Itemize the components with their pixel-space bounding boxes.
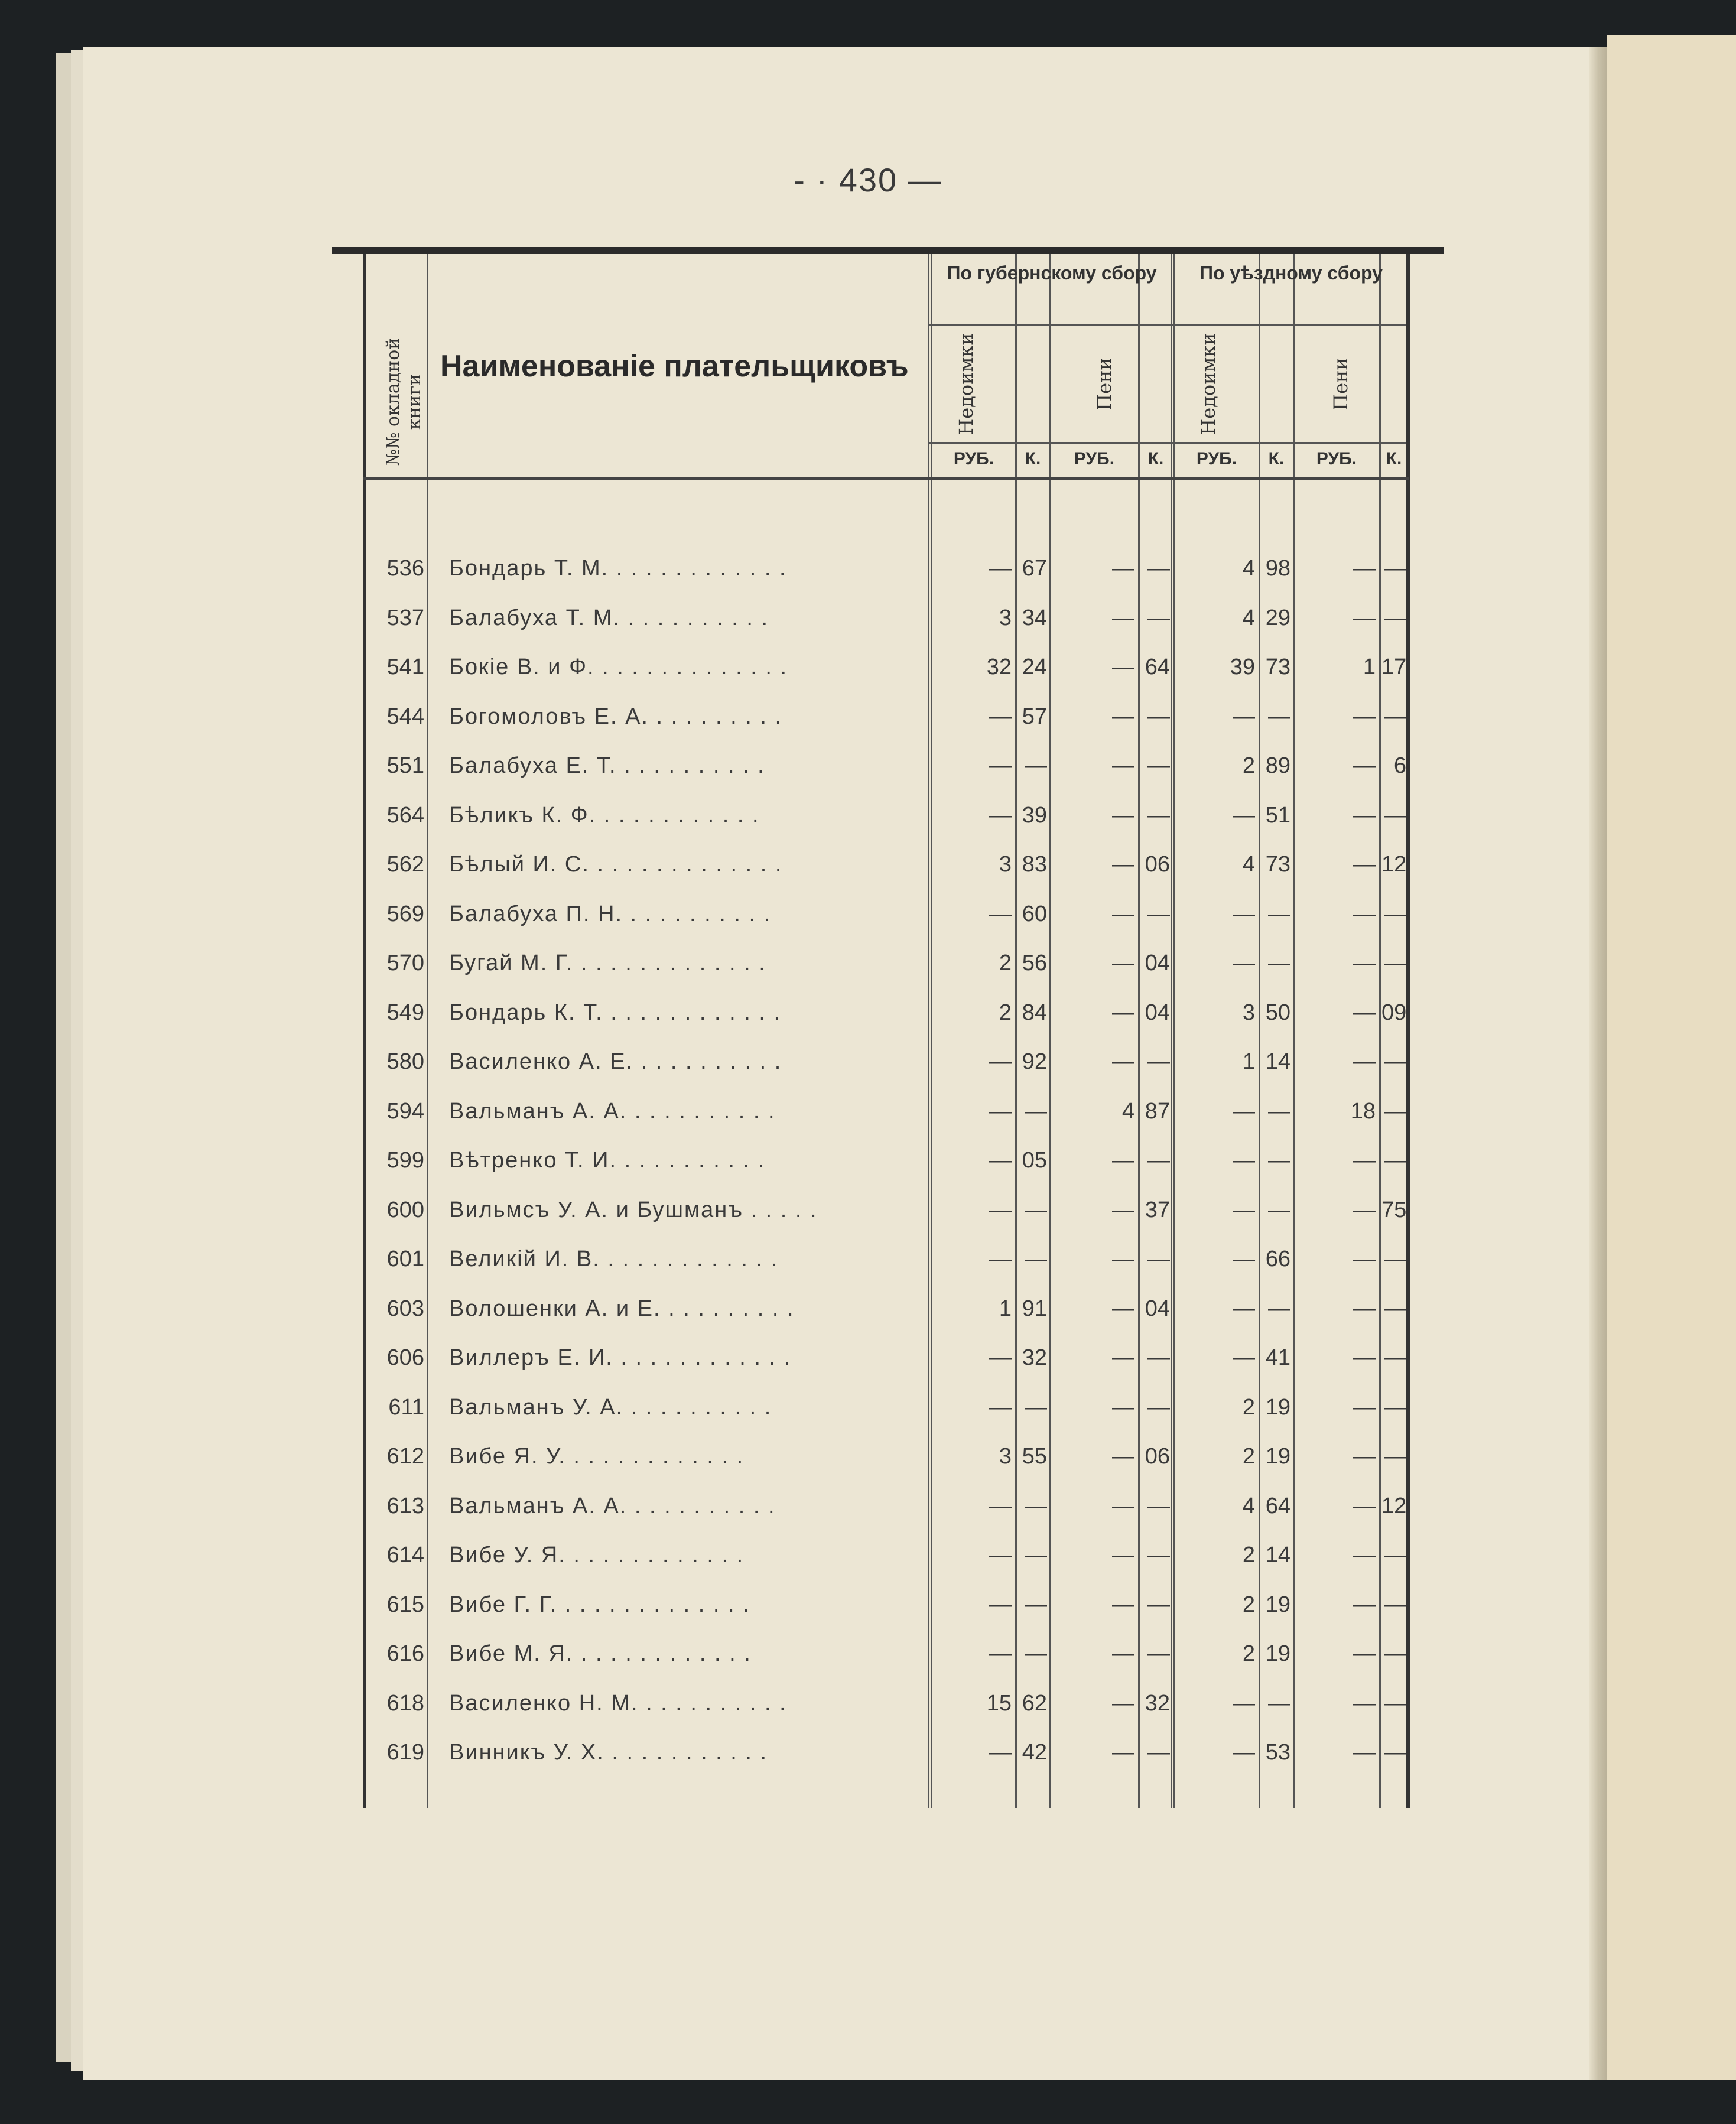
- amount-cell: —: [1353, 1444, 1376, 1469]
- book-number: 564: [386, 802, 424, 828]
- amount-cell: —: [1353, 1493, 1376, 1518]
- amount-cell: —: [1268, 901, 1290, 926]
- amount-cell: —: [989, 556, 1012, 581]
- amount-cell: 19: [1265, 1444, 1290, 1469]
- amount-cell: —: [1353, 1197, 1376, 1222]
- header-unit-rub-4: РУБ.: [1316, 449, 1357, 469]
- amount-cell: —: [1268, 704, 1290, 729]
- amount-cell: —: [1025, 1493, 1047, 1518]
- book-number: 551: [386, 753, 424, 778]
- amount-cell: —: [1384, 1740, 1406, 1765]
- amount-cell: —: [1147, 1394, 1170, 1420]
- book-gutter: [1589, 47, 1607, 2080]
- amount-cell: 19: [1265, 1394, 1290, 1420]
- payer-name: Бондарь К. Т. . . . . . . . . . . . .: [449, 1000, 782, 1025]
- amount-cell: 2: [1242, 1592, 1255, 1617]
- table-row: [0, 889, 1442, 939]
- amount-cell: 64: [1265, 1493, 1290, 1518]
- amount-cell: —: [1147, 1592, 1170, 1617]
- amount-cell: —: [1147, 605, 1170, 630]
- amount-cell: 32: [1145, 1690, 1170, 1716]
- book-number: 570: [386, 951, 424, 975]
- payer-name: Василенко А. Е. . . . . . . . . . .: [449, 1049, 782, 1074]
- amount-cell: 56: [1022, 951, 1047, 975]
- amount-cell: —: [1147, 1493, 1170, 1518]
- amount-cell: —: [1384, 1444, 1406, 1469]
- amount-cell: —: [1233, 1098, 1255, 1124]
- header-bottom-line: [363, 477, 1409, 480]
- amount-cell: —: [989, 1543, 1012, 1567]
- table-row: [0, 1432, 1442, 1481]
- book-number: 562: [386, 852, 424, 877]
- amount-cell: 1: [999, 1296, 1012, 1321]
- amount-cell: 17: [1381, 655, 1407, 679]
- amount-cell: —: [1112, 1148, 1134, 1173]
- amount-cell: —: [1233, 901, 1255, 926]
- amount-cell: —: [1112, 605, 1134, 630]
- amount-cell: —: [1112, 704, 1134, 729]
- payer-name: Вѣтренко Т. И. . . . . . . . . . .: [449, 1148, 766, 1173]
- payer-name: Вальманъ А. А. . . . . . . . . . .: [449, 1098, 776, 1124]
- amount-cell: 32: [1022, 1345, 1047, 1370]
- table-row: [0, 1185, 1442, 1235]
- amount-cell: 2: [999, 1000, 1012, 1025]
- amount-cell: —: [1268, 1197, 1290, 1222]
- amount-cell: —: [1112, 1296, 1134, 1321]
- amount-cell: —: [1147, 1345, 1170, 1370]
- amount-cell: —: [1353, 901, 1376, 926]
- table-row: [0, 938, 1442, 988]
- amount-cell: 87: [1145, 1098, 1170, 1124]
- header-gub-nedoimki: Недоимки: [955, 333, 977, 435]
- book-number: 569: [386, 901, 424, 926]
- payer-name: Вибе М. Я. . . . . . . . . . . . .: [449, 1641, 752, 1666]
- header-unit-rub-2: РУБ.: [1074, 449, 1115, 469]
- book-number: 618: [386, 1690, 424, 1716]
- amount-cell: 3: [999, 1444, 1012, 1469]
- table-row: [0, 1037, 1442, 1087]
- amount-cell: 55: [1022, 1444, 1047, 1469]
- amount-cell: —: [1353, 753, 1376, 778]
- book-number: 580: [386, 1049, 424, 1074]
- payer-name: Винникъ У. Х. . . . . . . . . . . .: [449, 1740, 768, 1765]
- amount-cell: 05: [1022, 1148, 1047, 1173]
- amount-cell: —: [1147, 802, 1170, 828]
- payer-name: Балабуха Т. М. . . . . . . . . . .: [449, 605, 769, 630]
- table-row: [0, 1383, 1442, 1432]
- payer-name: Вальманъ А. А. . . . . . . . . . .: [449, 1493, 776, 1518]
- header-unit-k-3: К.: [1268, 449, 1285, 469]
- amount-cell: —: [1384, 1690, 1406, 1716]
- book-number: 606: [386, 1345, 424, 1370]
- amount-cell: —: [1353, 1345, 1376, 1370]
- table-row: [0, 1333, 1442, 1383]
- amount-cell: 84: [1022, 1000, 1047, 1025]
- amount-cell: —: [1112, 852, 1134, 877]
- table-top-rule: [332, 247, 1444, 254]
- amount-cell: —: [1112, 1394, 1134, 1420]
- table-row: [0, 1728, 1442, 1777]
- payer-name: Бокіе В. и Ф. . . . . . . . . . . . . .: [449, 655, 788, 679]
- book-number: 549: [386, 1000, 424, 1025]
- header-unit-rub-1: РУБ.: [953, 449, 994, 469]
- amount-cell: —: [1384, 951, 1406, 975]
- amount-cell: —: [1147, 1641, 1170, 1666]
- amount-cell: —: [1268, 1098, 1290, 1124]
- amount-cell: —: [1112, 1641, 1134, 1666]
- amount-cell: —: [1112, 1444, 1134, 1469]
- header-unit-k-4: К.: [1386, 449, 1402, 469]
- amount-cell: —: [1112, 1543, 1134, 1567]
- table-row: [0, 642, 1442, 692]
- amount-cell: —: [1147, 901, 1170, 926]
- amount-cell: 06: [1145, 852, 1170, 877]
- amount-cell: —: [1025, 753, 1047, 778]
- payer-name: Виллеръ Е. И. . . . . . . . . . . . .: [449, 1345, 792, 1370]
- book-number: 619: [386, 1740, 424, 1765]
- amount-cell: 24: [1022, 655, 1047, 679]
- amount-cell: —: [989, 1148, 1012, 1173]
- amount-cell: —: [1384, 605, 1406, 630]
- amount-cell: 2: [1242, 753, 1255, 778]
- amount-cell: 2: [1242, 1394, 1255, 1420]
- amount-cell: 14: [1265, 1049, 1290, 1074]
- amount-cell: —: [1268, 1296, 1290, 1321]
- book-number: 616: [386, 1641, 424, 1666]
- amount-cell: 98: [1265, 556, 1290, 581]
- payer-name: Бѣликъ К. Ф. . . . . . . . . . . .: [449, 802, 760, 828]
- amount-cell: —: [1112, 753, 1134, 778]
- amount-cell: —: [1353, 704, 1376, 729]
- amount-cell: —: [1025, 1247, 1047, 1271]
- amount-cell: —: [1353, 1049, 1376, 1074]
- amount-cell: 75: [1381, 1197, 1407, 1222]
- amount-cell: 14: [1265, 1543, 1290, 1567]
- amount-cell: —: [1384, 1394, 1406, 1420]
- amount-cell: —: [1112, 1345, 1134, 1370]
- table-row: [0, 544, 1442, 593]
- amount-cell: 4: [1242, 556, 1255, 581]
- book-number: 611: [388, 1394, 424, 1420]
- table-row: [0, 1629, 1442, 1679]
- amount-cell: —: [1233, 1345, 1255, 1370]
- amount-cell: —: [1112, 951, 1134, 975]
- amount-cell: —: [1353, 852, 1376, 877]
- book-number: 612: [386, 1444, 424, 1469]
- amount-cell: 4: [1242, 852, 1255, 877]
- amount-cell: —: [989, 1345, 1012, 1370]
- table-row: [0, 988, 1442, 1037]
- amount-cell: 51: [1265, 802, 1290, 828]
- payer-name: Богомоловъ Е. А. . . . . . . . . .: [449, 704, 783, 729]
- amount-cell: 64: [1145, 655, 1170, 679]
- amount-cell: —: [1112, 1690, 1134, 1716]
- table-row: [0, 1580, 1442, 1629]
- amount-cell: 3: [999, 605, 1012, 630]
- amount-cell: —: [1353, 1641, 1376, 1666]
- amount-cell: —: [1233, 802, 1255, 828]
- amount-cell: 04: [1145, 1296, 1170, 1321]
- amount-cell: —: [989, 802, 1012, 828]
- amount-cell: 2: [999, 951, 1012, 975]
- amount-cell: —: [1147, 753, 1170, 778]
- book-number: 600: [386, 1197, 424, 1222]
- amount-cell: 1: [1242, 1049, 1255, 1074]
- amount-cell: —: [1112, 1740, 1134, 1765]
- amount-cell: —: [1025, 1592, 1047, 1617]
- amount-cell: —: [1025, 1098, 1047, 1124]
- amount-cell: —: [1384, 1592, 1406, 1617]
- amount-cell: —: [989, 901, 1012, 926]
- table-row: [0, 1284, 1442, 1333]
- amount-cell: —: [1112, 1592, 1134, 1617]
- amount-cell: —: [1233, 1197, 1255, 1222]
- amount-cell: 73: [1265, 655, 1290, 679]
- amount-cell: 60: [1022, 901, 1047, 926]
- amount-cell: —: [1353, 1543, 1376, 1567]
- amount-cell: 53: [1265, 1740, 1290, 1765]
- amount-cell: 1: [1363, 655, 1376, 679]
- amount-cell: —: [1233, 704, 1255, 729]
- amount-cell: 4: [1242, 605, 1255, 630]
- amount-cell: 04: [1145, 951, 1170, 975]
- amount-cell: 3: [999, 852, 1012, 877]
- amount-cell: —: [989, 1740, 1012, 1765]
- amount-cell: —: [1147, 1148, 1170, 1173]
- payer-name: Великій И. В. . . . . . . . . . . . .: [449, 1247, 779, 1271]
- amount-cell: 42: [1022, 1740, 1047, 1765]
- amount-cell: —: [1233, 1690, 1255, 1716]
- amount-cell: —: [989, 1394, 1012, 1420]
- amount-cell: 50: [1265, 1000, 1290, 1025]
- book-number: 613: [386, 1493, 424, 1518]
- amount-cell: —: [1384, 1049, 1406, 1074]
- amount-cell: —: [1112, 1247, 1134, 1271]
- amount-cell: —: [1233, 1247, 1255, 1271]
- payer-name: Бугай М. Г. . . . . . . . . . . . . .: [449, 951, 766, 975]
- payer-name: Бѣлый И. С. . . . . . . . . . . . . .: [449, 852, 783, 877]
- amount-cell: 91: [1022, 1296, 1047, 1321]
- amount-cell: —: [1233, 951, 1255, 975]
- book-number: 541: [386, 655, 424, 679]
- amount-cell: —: [1112, 1049, 1134, 1074]
- amount-cell: —: [1353, 951, 1376, 975]
- table-row: [0, 1679, 1442, 1728]
- book-number: 544: [386, 704, 424, 729]
- payer-name: Волошенки А. и Е. . . . . . . . . .: [449, 1296, 795, 1321]
- table-row: [0, 1136, 1442, 1185]
- amount-cell: 4: [1121, 1098, 1134, 1124]
- amount-cell: —: [1233, 1740, 1255, 1765]
- payer-name: Вибе У. Я. . . . . . . . . . . . .: [449, 1543, 745, 1567]
- amount-cell: —: [1384, 1148, 1406, 1173]
- amount-cell: —: [1384, 901, 1406, 926]
- amount-cell: —: [1147, 1543, 1170, 1567]
- amount-cell: —: [1353, 1000, 1376, 1025]
- amount-cell: —: [1353, 1247, 1376, 1271]
- amount-cell: 89: [1265, 753, 1290, 778]
- amount-cell: 4: [1242, 1493, 1255, 1518]
- amount-cell: 73: [1265, 852, 1290, 877]
- payer-name: Вибе Г. Г. . . . . . . . . . . . . .: [449, 1592, 750, 1617]
- amount-cell: 37: [1145, 1197, 1170, 1222]
- amount-cell: —: [1353, 1690, 1376, 1716]
- header-uezd-nedoimki: Недоимки: [1197, 333, 1220, 435]
- amount-cell: —: [1384, 1296, 1406, 1321]
- amount-cell: —: [989, 1247, 1012, 1271]
- table-row: [0, 1087, 1442, 1136]
- amount-cell: —: [1384, 1247, 1406, 1271]
- amount-cell: —: [1353, 605, 1376, 630]
- header-payer-name: Наименованіе плательщиковъ: [440, 349, 909, 383]
- header-unit-rub-3: РУБ.: [1196, 449, 1237, 469]
- amount-cell: —: [1112, 556, 1134, 581]
- amount-cell: 66: [1265, 1247, 1290, 1271]
- amount-cell: —: [1025, 1197, 1047, 1222]
- payer-name: Василенко Н. М. . . . . . . . . . .: [449, 1690, 787, 1716]
- page-number: - · 430 —: [794, 161, 942, 199]
- header-gub-peni: Пени: [1093, 357, 1116, 411]
- amount-cell: 12: [1381, 1493, 1407, 1518]
- amount-cell: 92: [1022, 1049, 1047, 1074]
- amount-cell: —: [1353, 802, 1376, 828]
- amount-cell: —: [1112, 1000, 1134, 1025]
- table-row: [0, 1530, 1442, 1580]
- amount-cell: —: [1384, 1098, 1406, 1124]
- amount-cell: 18: [1350, 1098, 1376, 1124]
- amount-cell: —: [1384, 556, 1406, 581]
- table-row: [0, 1234, 1442, 1284]
- amount-cell: —: [1384, 1641, 1406, 1666]
- amount-cell: —: [989, 1197, 1012, 1222]
- facing-page: [1607, 35, 1736, 2080]
- table-row: [0, 741, 1442, 791]
- book-number: 614: [386, 1543, 424, 1567]
- amount-cell: —: [1025, 1641, 1047, 1666]
- amount-cell: 34: [1022, 605, 1047, 630]
- amount-cell: —: [1353, 1394, 1376, 1420]
- amount-cell: 15: [986, 1690, 1012, 1716]
- amount-cell: —: [1112, 655, 1134, 679]
- amount-cell: 3: [1242, 1000, 1255, 1025]
- amount-cell: —: [989, 1098, 1012, 1124]
- book-number: 615: [386, 1592, 424, 1617]
- amount-cell: —: [1268, 1690, 1290, 1716]
- amount-cell: —: [989, 704, 1012, 729]
- amount-cell: 32: [986, 655, 1012, 679]
- amount-cell: —: [1112, 901, 1134, 926]
- amount-cell: —: [1384, 1543, 1406, 1567]
- amount-cell: —: [989, 1493, 1012, 1518]
- amount-cell: 39: [1230, 655, 1255, 679]
- payer-name: Вибе Я. У. . . . . . . . . . . . .: [449, 1444, 745, 1469]
- book-number: 599: [386, 1148, 424, 1173]
- amount-cell: —: [989, 753, 1012, 778]
- table-row: [0, 593, 1442, 643]
- amount-cell: —: [1147, 1740, 1170, 1765]
- amount-cell: —: [1147, 1049, 1170, 1074]
- book-number: 537: [386, 605, 424, 630]
- table-row: [0, 840, 1442, 889]
- table-row: [0, 692, 1442, 741]
- amount-cell: 06: [1145, 1444, 1170, 1469]
- amount-cell: —: [1353, 556, 1376, 581]
- amount-cell: 41: [1265, 1345, 1290, 1370]
- amount-cell: —: [1353, 1592, 1376, 1617]
- amount-cell: 19: [1265, 1641, 1290, 1666]
- amount-cell: —: [1384, 1345, 1406, 1370]
- amount-cell: 2: [1242, 1641, 1255, 1666]
- header-book-number: №№ окладной книги: [383, 337, 425, 466]
- amount-cell: —: [1353, 1296, 1376, 1321]
- amount-cell: 29: [1265, 605, 1290, 630]
- amount-cell: 83: [1022, 852, 1047, 877]
- amount-cell: —: [1268, 951, 1290, 975]
- amount-cell: —: [1025, 1394, 1047, 1420]
- header-unit-k-1: К.: [1025, 449, 1041, 469]
- amount-cell: —: [1112, 1197, 1134, 1222]
- amount-cell: 04: [1145, 1000, 1170, 1025]
- book-number: 594: [386, 1098, 424, 1124]
- amount-cell: 12: [1381, 852, 1407, 877]
- amount-cell: —: [1268, 1148, 1290, 1173]
- payer-name: Балабуха Е. Т. . . . . . . . . . .: [449, 753, 765, 778]
- payer-name: Вальманъ У. А. . . . . . . . . . .: [449, 1394, 772, 1420]
- header-uezd-group: По уѣздному сбору: [1199, 262, 1383, 284]
- amount-cell: —: [989, 1592, 1012, 1617]
- book-number: 536: [386, 556, 424, 581]
- amount-cell: 2: [1242, 1444, 1255, 1469]
- amount-cell: —: [1384, 802, 1406, 828]
- amount-cell: 2: [1242, 1543, 1255, 1567]
- amount-cell: —: [1112, 1493, 1134, 1518]
- amount-cell: —: [989, 1049, 1012, 1074]
- amount-cell: —: [1147, 704, 1170, 729]
- amount-cell: 57: [1022, 704, 1047, 729]
- amount-cell: —: [1112, 802, 1134, 828]
- book-number: 603: [386, 1296, 424, 1321]
- payer-name: Балабуха П. Н. . . . . . . . . . .: [449, 901, 772, 926]
- header-unit-k-2: К.: [1147, 449, 1164, 469]
- amount-cell: —: [1025, 1543, 1047, 1567]
- table-row: [0, 791, 1442, 840]
- table-row: [0, 1481, 1442, 1531]
- amount-cell: 39: [1022, 802, 1047, 828]
- amount-cell: —: [1384, 704, 1406, 729]
- amount-cell: —: [1353, 1740, 1376, 1765]
- header-uezd-peni: Пени: [1329, 357, 1352, 411]
- amount-cell: —: [1147, 1247, 1170, 1271]
- amount-cell: 67: [1022, 556, 1047, 581]
- book-number: 601: [386, 1247, 424, 1271]
- amount-cell: —: [989, 1641, 1012, 1666]
- amount-cell: —: [1147, 556, 1170, 581]
- amount-cell: —: [1233, 1148, 1255, 1173]
- amount-cell: 6: [1393, 753, 1406, 778]
- amount-cell: —: [1233, 1296, 1255, 1321]
- amount-cell: 62: [1022, 1690, 1047, 1716]
- payer-name: Вильмсъ У. А. и Бушманъ . . . . .: [449, 1197, 818, 1222]
- payer-name: Бондарь Т. М. . . . . . . . . . . . .: [449, 556, 787, 581]
- header-gub-group: По губернскому сбору: [947, 262, 1157, 284]
- amount-cell: 19: [1265, 1592, 1290, 1617]
- amount-cell: —: [1353, 1148, 1376, 1173]
- amount-cell: 09: [1381, 1000, 1407, 1025]
